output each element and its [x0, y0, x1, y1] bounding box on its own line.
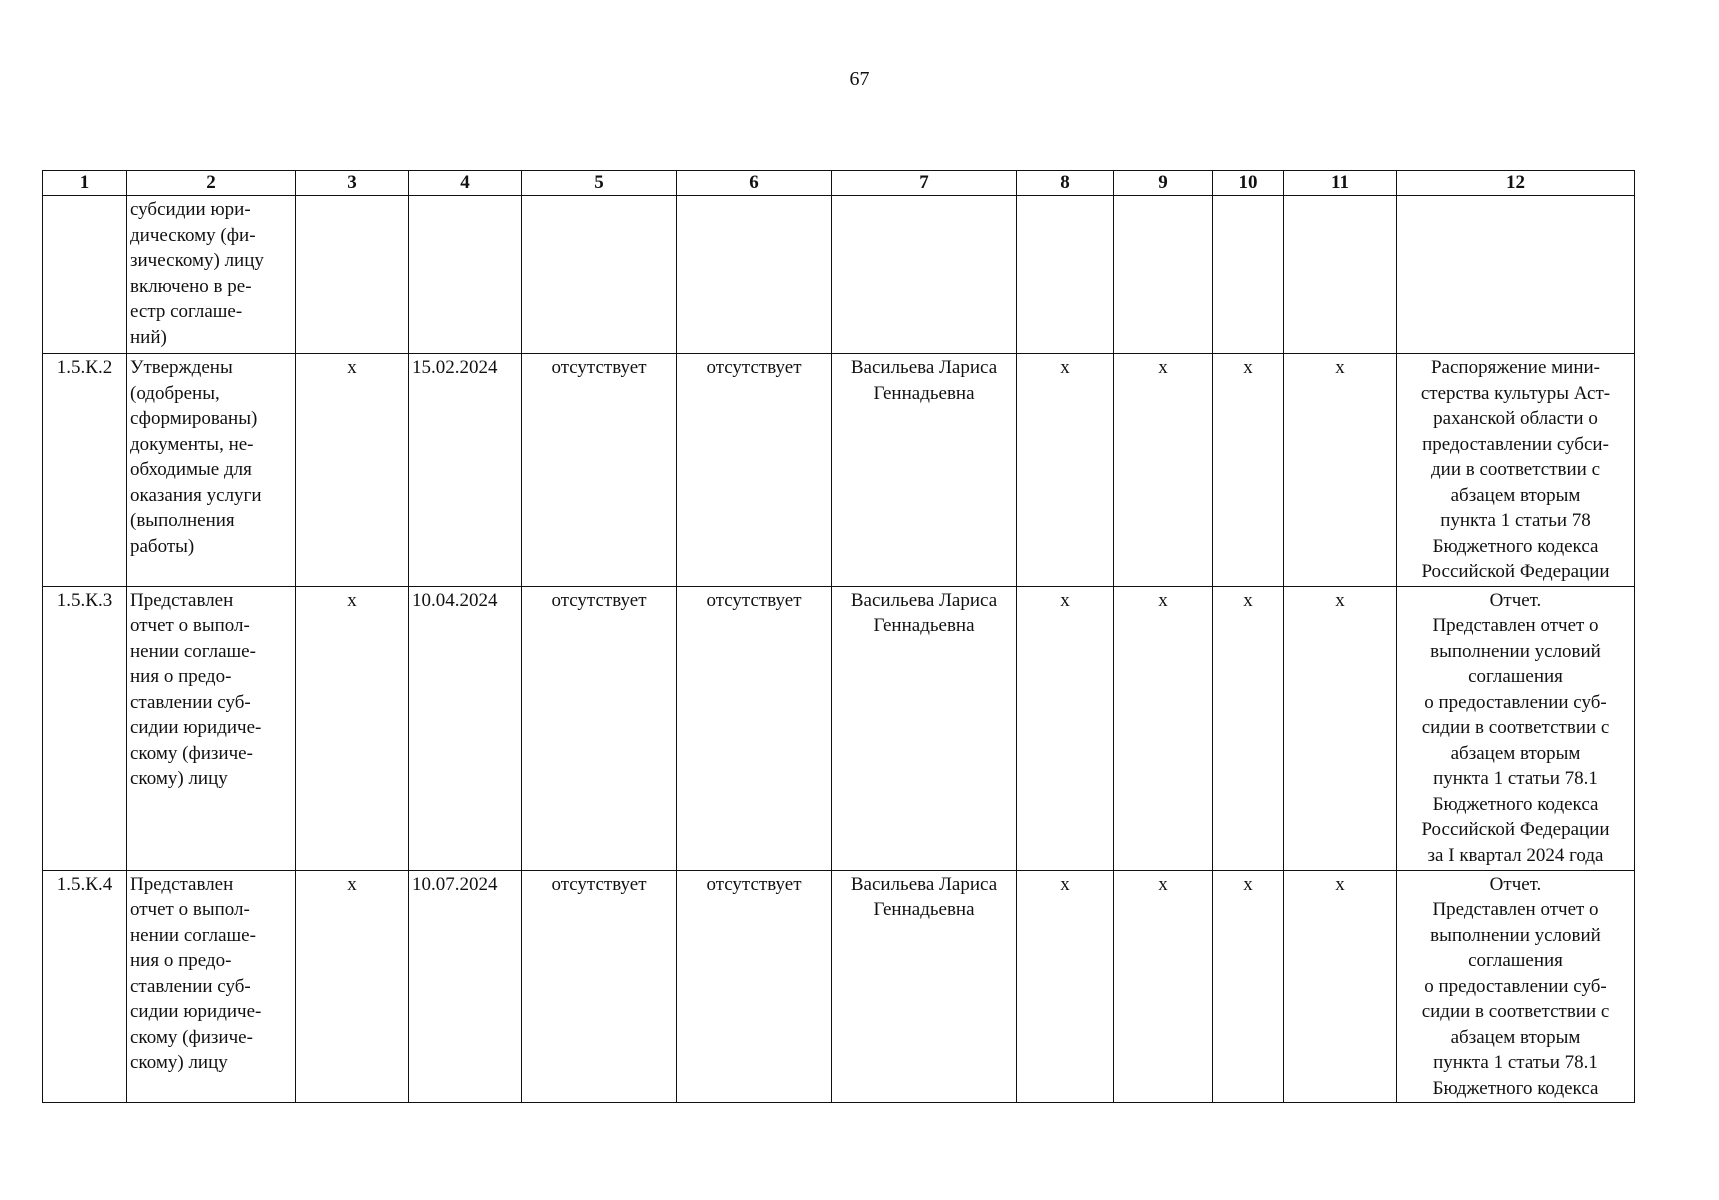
cell-line: пункта 1 статьи 78.1	[1433, 1052, 1598, 1073]
responsible-cell	[832, 354, 1017, 587]
cell-line: субсидии юри-	[130, 199, 251, 220]
description-cell	[127, 586, 296, 870]
cell-line: скому (физиче-	[130, 742, 253, 764]
cell-line: абзацем вторым	[1450, 742, 1581, 764]
cell-line: сидии юридиче-	[130, 1001, 262, 1022]
cell-line: Представлен отчет о	[1432, 615, 1599, 636]
col3-cell: x	[296, 354, 409, 587]
header-row	[43, 171, 1635, 196]
cell-line: пункта 1 статьи 78	[1440, 510, 1591, 531]
cell-line: Бюджетного кодекса	[1432, 793, 1599, 815]
cell-line: Утверждены	[130, 357, 233, 378]
col5-cell: отсутствует	[522, 354, 677, 587]
cell-line: документы, не-	[130, 433, 254, 455]
cell-line: ний)	[130, 326, 167, 348]
col3-cell	[296, 196, 409, 354]
cell-line: ставлении суб-	[130, 691, 251, 713]
header-cell: 8	[1017, 171, 1114, 196]
cell-line: за I квартал 2024 года	[1427, 844, 1604, 866]
cell-line: Васильева Лариса	[850, 873, 998, 895]
header-cell: 1	[43, 171, 127, 196]
cell-line: нении соглаше-	[130, 924, 256, 946]
cell-line: ния о предо-	[130, 950, 232, 971]
cell-line: абзацем вторым	[1450, 484, 1581, 506]
col6-cell: отсутствует	[677, 586, 832, 870]
description-cell	[127, 354, 296, 587]
col3-cell: x	[296, 586, 409, 870]
cell-line: скому (физиче-	[130, 1026, 253, 1048]
header-cell: 9	[1114, 171, 1213, 196]
cell-line: сидии в соответствии с	[1421, 717, 1610, 738]
cell-line: дии в соответствии с	[1430, 459, 1600, 480]
cell-line: отчет о выпол-	[130, 899, 250, 920]
col10-cell: x	[1213, 870, 1284, 1103]
cell-line: оказания услуги	[130, 484, 262, 506]
col11-cell: x	[1284, 586, 1397, 870]
cell-line: Представлен	[130, 873, 234, 895]
cell-line: соглашения	[1468, 950, 1563, 971]
col11-cell: x	[1284, 354, 1397, 587]
col5-cell	[522, 196, 677, 354]
table-row	[43, 354, 1635, 587]
cell-line: Геннадьевна	[873, 615, 975, 636]
col10-cell	[1213, 196, 1284, 354]
description-cell	[127, 196, 296, 354]
date-cell: 10.04.2024	[409, 586, 522, 870]
cell-line: ния о предо-	[130, 666, 232, 687]
cell-line: включено в ре-	[130, 275, 252, 297]
responsible-cell	[832, 196, 1017, 354]
cell-line: Васильева Лариса	[850, 357, 998, 378]
cell-line: выполнении условий	[1430, 640, 1601, 662]
cell-line: раханской области о	[1433, 408, 1598, 429]
responsible-cell	[832, 586, 1017, 870]
cell-line: зическому) лицу	[130, 250, 264, 271]
document-cell	[1397, 586, 1635, 870]
col8-cell	[1017, 196, 1114, 354]
cell-line: абзацем вторым	[1450, 1026, 1581, 1048]
header-cell: 12	[1397, 171, 1635, 196]
cell-line: Васильева Лариса	[850, 589, 998, 611]
table-row	[43, 870, 1635, 1103]
document-cell	[1397, 354, 1635, 587]
cell-line: работы)	[130, 535, 195, 557]
col9-cell: x	[1114, 870, 1213, 1103]
cell-line: Российской Федерации	[1421, 561, 1610, 582]
cell-line: скому) лицу	[130, 1052, 228, 1073]
cell-line: соглашения	[1468, 666, 1563, 687]
col10-cell: x	[1213, 586, 1284, 870]
cell-line: нении соглаше-	[130, 640, 256, 662]
table-row	[43, 586, 1635, 870]
responsible-cell	[832, 870, 1017, 1103]
description-cell	[127, 870, 296, 1103]
page-number: 67	[849, 68, 870, 90]
col6-cell	[677, 196, 832, 354]
cell-line: сидии в соответствии с	[1421, 1001, 1610, 1022]
cell-line: естр соглаше-	[130, 301, 243, 322]
cell-line: Отчет.	[1489, 589, 1542, 611]
header-cell: 4	[409, 171, 522, 196]
cell-line: Бюджетного кодекса	[1432, 535, 1599, 557]
col5-cell: отсутствует	[522, 586, 677, 870]
cell-line: Геннадьевна	[873, 382, 975, 404]
cell-line: Представлен	[130, 589, 234, 611]
col5-cell: отсутствует	[522, 870, 677, 1103]
cell-line: сформированы)	[130, 408, 258, 429]
col6-cell: отсутствует	[677, 354, 832, 587]
date-cell	[409, 196, 522, 354]
cell-line: скому) лицу	[130, 768, 228, 789]
header-cell: 7	[832, 171, 1017, 196]
row-number-cell: 1.5.К.4	[43, 870, 127, 1103]
col11-cell	[1284, 196, 1397, 354]
col9-cell: x	[1114, 354, 1213, 587]
row-number-cell: 1.5.К.2	[43, 354, 127, 587]
document-cell	[1397, 870, 1635, 1103]
col3-cell: x	[296, 870, 409, 1103]
cell-line: о предоставлении суб-	[1424, 691, 1607, 713]
col8-cell: x	[1017, 354, 1114, 587]
cell-line: (одобрены,	[130, 382, 220, 404]
col6-cell: отсутствует	[677, 870, 832, 1103]
cell-line: о предоставлении суб-	[1424, 975, 1607, 997]
cell-line: стерства культуры Аст-	[1420, 382, 1611, 404]
document-table	[42, 170, 1635, 1103]
cell-line: (выполнения	[130, 510, 235, 531]
cell-line: Российской Федерации	[1421, 819, 1610, 840]
col8-cell: x	[1017, 586, 1114, 870]
cell-line: Отчет.	[1489, 873, 1542, 895]
table-row	[43, 196, 1635, 354]
row-number-cell	[43, 196, 127, 354]
cell-line: предоставлении субси-	[1422, 433, 1609, 455]
header-cell: 10	[1213, 171, 1284, 196]
document-cell	[1397, 196, 1635, 354]
cell-line: Распоряжение мини-	[1430, 357, 1601, 378]
cell-line: Бюджетного кодекса	[1432, 1077, 1599, 1099]
cell-line: отчет о выпол-	[130, 615, 250, 636]
cell-line: сидии юридиче-	[130, 717, 262, 738]
row-number-cell: 1.5.К.3	[43, 586, 127, 870]
col10-cell: x	[1213, 354, 1284, 587]
header-cell: 2	[127, 171, 296, 196]
col9-cell	[1114, 196, 1213, 354]
date-cell: 10.07.2024	[409, 870, 522, 1103]
header-cell: 11	[1284, 171, 1397, 196]
cell-line: пункта 1 статьи 78.1	[1433, 768, 1598, 789]
date-cell: 15.02.2024	[409, 354, 522, 587]
cell-line: обходимые для	[130, 459, 252, 480]
col8-cell: x	[1017, 870, 1114, 1103]
cell-line: выполнении условий	[1430, 924, 1601, 946]
header-cell: 3	[296, 171, 409, 196]
cell-line: Представлен отчет о	[1432, 899, 1599, 920]
cell-line: дическому (фи-	[130, 224, 256, 246]
col11-cell: x	[1284, 870, 1397, 1103]
col9-cell: x	[1114, 586, 1213, 870]
header-cell: 6	[677, 171, 832, 196]
header-cell: 5	[522, 171, 677, 196]
cell-line: ставлении суб-	[130, 975, 251, 997]
cell-line: Геннадьевна	[873, 899, 975, 920]
